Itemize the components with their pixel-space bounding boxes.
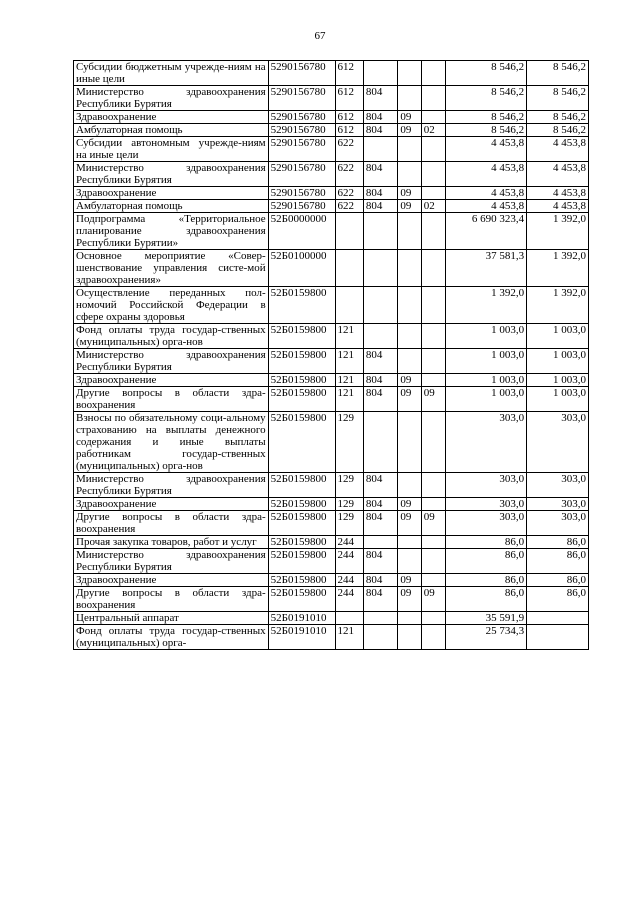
page-number: 67 <box>314 30 326 42</box>
ministry-code-cell <box>363 536 397 549</box>
expense-type-cell <box>335 287 363 324</box>
amount-2-cell <box>527 625 589 650</box>
amount-1-cell: 4 453,8 <box>446 187 527 200</box>
subsection-cell <box>421 498 445 511</box>
table-row <box>74 587 589 612</box>
expense-type-cell: 612 <box>335 86 363 111</box>
subsection-cell <box>421 625 445 650</box>
table-row <box>74 287 589 324</box>
amount-2-cell: 8 546,2 <box>527 124 589 137</box>
subsection-cell <box>421 349 445 374</box>
amount-2-cell: 1 392,0 <box>527 287 589 324</box>
table-row <box>74 625 589 650</box>
amount-2-cell: 303,0 <box>527 511 589 536</box>
expense-type-cell: 622 <box>335 162 363 187</box>
row-name-cell: Амбулаторная помощь <box>74 200 269 213</box>
target-article-cell: 5290156780 <box>268 86 335 111</box>
table-row <box>74 111 589 124</box>
target-article-cell: 52Б0159800 <box>268 574 335 587</box>
amount-1-cell: 1 003,0 <box>446 374 527 387</box>
ministry-code-cell: 804 <box>363 111 397 124</box>
amount-2-cell: 8 546,2 <box>527 86 589 111</box>
expense-type-cell: 121 <box>335 324 363 349</box>
section-cell <box>398 162 421 187</box>
section-cell <box>398 412 421 473</box>
ministry-code-cell: 804 <box>363 549 397 574</box>
amount-2-cell: 4 453,8 <box>527 162 589 187</box>
section-cell: 09 <box>398 574 421 587</box>
section-cell: 09 <box>398 200 421 213</box>
table-row <box>74 574 589 587</box>
subsection-cell: 09 <box>421 511 445 536</box>
target-article-cell: 5290156780 <box>268 111 335 124</box>
subsection-cell: 09 <box>421 387 445 412</box>
subsection-cell <box>421 86 445 111</box>
target-article-cell: 5290156780 <box>268 61 335 86</box>
table-row <box>74 549 589 574</box>
subsection-cell: 02 <box>421 124 445 137</box>
target-article-cell: 52Б0159800 <box>268 387 335 412</box>
amount-1-cell: 4 453,8 <box>446 162 527 187</box>
amount-1-cell: 1 003,0 <box>446 324 527 349</box>
section-cell <box>398 473 421 498</box>
ministry-code-cell <box>363 250 397 287</box>
row-name-cell: Здравоохранение <box>74 498 269 511</box>
amount-2-cell: 1 392,0 <box>527 213 589 250</box>
table-row <box>74 187 589 200</box>
section-cell <box>398 137 421 162</box>
ministry-code-cell <box>363 287 397 324</box>
target-article-cell: 52Б0191010 <box>268 612 335 625</box>
amount-1-cell: 37 581,3 <box>446 250 527 287</box>
row-name-cell: Министерство здравоохранения Республики Бурятия <box>74 86 269 111</box>
expense-type-cell <box>335 612 363 625</box>
table-row <box>74 86 589 111</box>
row-name-cell: Министерство здравоохранения Республики Бурятия <box>74 473 269 498</box>
amount-1-cell: 4 453,8 <box>446 137 527 162</box>
ministry-code-cell <box>363 412 397 473</box>
table-row <box>74 200 589 213</box>
amount-1-cell: 86,0 <box>446 536 527 549</box>
expense-type-cell: 129 <box>335 473 363 498</box>
target-article-cell: 52Б0159800 <box>268 412 335 473</box>
amount-2-cell: 8 546,2 <box>527 111 589 124</box>
row-name-cell: Здравоохранение <box>74 187 269 200</box>
ministry-code-cell: 804 <box>363 498 397 511</box>
amount-2-cell: 4 453,8 <box>527 200 589 213</box>
expense-type-cell: 129 <box>335 498 363 511</box>
expense-type-cell: 612 <box>335 61 363 86</box>
target-article-cell: 52Б0000000 <box>268 213 335 250</box>
ministry-code-cell: 804 <box>363 86 397 111</box>
section-cell: 09 <box>398 111 421 124</box>
amount-1-cell: 25 734,3 <box>446 625 527 650</box>
row-name-cell: Фонд оплаты труда государ-ственных (муниципальных) орга-нов <box>74 324 269 349</box>
amount-1-cell: 86,0 <box>446 549 527 574</box>
expense-type-cell <box>335 213 363 250</box>
target-article-cell: 52Б0159800 <box>268 549 335 574</box>
expense-type-cell: 612 <box>335 111 363 124</box>
amount-2-cell: 1 003,0 <box>527 324 589 349</box>
subsection-cell <box>421 250 445 287</box>
subsection-cell <box>421 162 445 187</box>
row-name-cell: Другие вопросы в области здра-воохранения <box>74 587 269 612</box>
amount-2-cell: 1 003,0 <box>527 349 589 374</box>
amount-1-cell: 86,0 <box>446 587 527 612</box>
target-article-cell: 52Б0159800 <box>268 536 335 549</box>
target-article-cell: 5290156780 <box>268 162 335 187</box>
target-article-cell: 5290156780 <box>268 187 335 200</box>
section-cell: 09 <box>398 511 421 536</box>
ministry-code-cell: 804 <box>363 162 397 187</box>
ministry-code-cell: 804 <box>363 124 397 137</box>
subsection-cell <box>421 574 445 587</box>
table-row <box>74 124 589 137</box>
amount-1-cell: 8 546,2 <box>446 86 527 111</box>
row-name-cell: Здравоохранение <box>74 111 269 124</box>
section-cell <box>398 61 421 86</box>
subsection-cell <box>421 111 445 124</box>
amount-2-cell: 8 546,2 <box>527 61 589 86</box>
expense-type-cell: 129 <box>335 412 363 473</box>
amount-1-cell: 1 003,0 <box>446 387 527 412</box>
amount-2-cell: 86,0 <box>527 587 589 612</box>
ministry-code-cell: 804 <box>363 511 397 536</box>
target-article-cell: 52Б0159800 <box>268 324 335 349</box>
table-row <box>74 412 589 473</box>
section-cell <box>398 549 421 574</box>
expense-type-cell <box>335 250 363 287</box>
amount-1-cell: 8 546,2 <box>446 124 527 137</box>
subsection-cell <box>421 61 445 86</box>
ministry-code-cell: 804 <box>363 574 397 587</box>
amount-1-cell: 1 003,0 <box>446 349 527 374</box>
ministry-code-cell: 804 <box>363 473 397 498</box>
table-row <box>74 213 589 250</box>
expense-type-cell: 244 <box>335 536 363 549</box>
section-cell <box>398 536 421 549</box>
table-row <box>74 162 589 187</box>
subsection-cell <box>421 213 445 250</box>
amount-2-cell: 86,0 <box>527 536 589 549</box>
ministry-code-cell: 804 <box>363 200 397 213</box>
amount-2-cell: 86,0 <box>527 574 589 587</box>
section-cell <box>398 287 421 324</box>
target-article-cell: 52Б0191010 <box>268 625 335 650</box>
section-cell <box>398 612 421 625</box>
amount-2-cell: 303,0 <box>527 412 589 473</box>
expense-type-cell: 121 <box>335 349 363 374</box>
target-article-cell: 52Б0159800 <box>268 287 335 324</box>
amount-1-cell: 303,0 <box>446 511 527 536</box>
target-article-cell: 52Б0100000 <box>268 250 335 287</box>
target-article-cell: 52Б0159800 <box>268 587 335 612</box>
table-row <box>74 498 589 511</box>
subsection-cell <box>421 374 445 387</box>
target-article-cell: 52Б0159800 <box>268 511 335 536</box>
target-article-cell: 5290156780 <box>268 137 335 162</box>
table-row <box>74 250 589 287</box>
ministry-code-cell: 804 <box>363 587 397 612</box>
amount-1-cell: 303,0 <box>446 498 527 511</box>
row-name-cell: Другие вопросы в области здра-воохранения <box>74 511 269 536</box>
table-row <box>74 61 589 86</box>
expense-type-cell: 622 <box>335 200 363 213</box>
ministry-code-cell: 804 <box>363 187 397 200</box>
table-row <box>74 473 589 498</box>
subsection-cell <box>421 324 445 349</box>
section-cell: 09 <box>398 498 421 511</box>
amount-2-cell: 303,0 <box>527 498 589 511</box>
amount-2-cell: 86,0 <box>527 549 589 574</box>
budget-table <box>73 60 589 650</box>
section-cell: 09 <box>398 124 421 137</box>
section-cell: 09 <box>398 187 421 200</box>
amount-1-cell: 1 392,0 <box>446 287 527 324</box>
amount-1-cell: 303,0 <box>446 473 527 498</box>
row-name-cell: Фонд оплаты труда государ-ственных (муниципальных) орга- <box>74 625 269 650</box>
table-row <box>74 387 589 412</box>
target-article-cell: 52Б0159800 <box>268 473 335 498</box>
amount-1-cell: 6 690 323,4 <box>446 213 527 250</box>
subsection-cell <box>421 549 445 574</box>
ministry-code-cell: 804 <box>363 387 397 412</box>
table-row <box>74 349 589 374</box>
expense-type-cell: 244 <box>335 549 363 574</box>
amount-2-cell: 4 453,8 <box>527 137 589 162</box>
table-row <box>74 137 589 162</box>
row-name-cell: Амбулаторная помощь <box>74 124 269 137</box>
row-name-cell: Взносы по обязательному соци-альному страхованию на выплаты денежного содержания и иные выплаты работникам государ-ственных (муниципальных) орга-нов <box>74 412 269 473</box>
row-name-cell: Субсидии бюджетным учрежде-ниям на иные цели <box>74 61 269 86</box>
expense-type-cell: 129 <box>335 511 363 536</box>
expense-type-cell: 244 <box>335 587 363 612</box>
ministry-code-cell: 804 <box>363 349 397 374</box>
row-name-cell: Министерство здравоохранения Республики Бурятия <box>74 162 269 187</box>
section-cell: 09 <box>398 587 421 612</box>
ministry-code-cell <box>363 625 397 650</box>
row-name-cell: Здравоохранение <box>74 374 269 387</box>
row-name-cell: Субсидии автономным учрежде-ниям на иные цели <box>74 137 269 162</box>
section-cell <box>398 213 421 250</box>
subsection-cell <box>421 137 445 162</box>
ministry-code-cell: 804 <box>363 374 397 387</box>
amount-2-cell: 303,0 <box>527 473 589 498</box>
ministry-code-cell <box>363 213 397 250</box>
expense-type-cell: 244 <box>335 574 363 587</box>
section-cell <box>398 250 421 287</box>
section-cell <box>398 625 421 650</box>
amount-2-cell: 1 003,0 <box>527 374 589 387</box>
section-cell <box>398 349 421 374</box>
amount-2-cell: 1 392,0 <box>527 250 589 287</box>
table-row <box>74 511 589 536</box>
target-article-cell: 5290156780 <box>268 200 335 213</box>
section-cell <box>398 86 421 111</box>
expense-type-cell: 121 <box>335 387 363 412</box>
target-article-cell: 52Б0159800 <box>268 349 335 374</box>
table-row <box>74 374 589 387</box>
row-name-cell: Прочая закупка товаров, работ и услуг <box>74 536 269 549</box>
expense-type-cell: 121 <box>335 374 363 387</box>
row-name-cell: Министерство здравоохранения Республики Бурятия <box>74 349 269 374</box>
subsection-cell <box>421 287 445 324</box>
table-row <box>74 536 589 549</box>
row-name-cell: Здравоохранение <box>74 574 269 587</box>
subsection-cell <box>421 412 445 473</box>
section-cell: 09 <box>398 374 421 387</box>
amount-1-cell: 35 591,9 <box>446 612 527 625</box>
subsection-cell <box>421 187 445 200</box>
target-article-cell: 52Б0159800 <box>268 498 335 511</box>
ministry-code-cell <box>363 137 397 162</box>
table-row <box>74 612 589 625</box>
amount-1-cell: 4 453,8 <box>446 200 527 213</box>
row-name-cell: Министерство здравоохранения Республики Бурятия <box>74 549 269 574</box>
subsection-cell <box>421 536 445 549</box>
amount-1-cell: 303,0 <box>446 412 527 473</box>
amount-1-cell: 8 546,2 <box>446 111 527 124</box>
amount-1-cell: 8 546,2 <box>446 61 527 86</box>
expense-type-cell: 612 <box>335 124 363 137</box>
amount-2-cell: 4 453,8 <box>527 187 589 200</box>
target-article-cell: 52Б0159800 <box>268 374 335 387</box>
row-name-cell: Другие вопросы в области здра-воохранения <box>74 387 269 412</box>
amount-2-cell <box>527 612 589 625</box>
row-name-cell: Подпрограмма «Территориальное планирование здравоохранения Республики Бурятии» <box>74 213 269 250</box>
target-article-cell: 5290156780 <box>268 124 335 137</box>
expense-type-cell: 622 <box>335 137 363 162</box>
row-name-cell: Осуществление переданных пол-номочий Российской Федерации в сфере охраны здоровья <box>74 287 269 324</box>
budget-table-body <box>74 61 589 650</box>
ministry-code-cell <box>363 61 397 86</box>
expense-type-cell: 121 <box>335 625 363 650</box>
amount-1-cell: 86,0 <box>446 574 527 587</box>
amount-2-cell: 1 003,0 <box>527 387 589 412</box>
subsection-cell: 02 <box>421 200 445 213</box>
expense-type-cell: 622 <box>335 187 363 200</box>
section-cell: 09 <box>398 387 421 412</box>
ministry-code-cell <box>363 612 397 625</box>
row-name-cell: Центральный аппарат <box>74 612 269 625</box>
subsection-cell <box>421 473 445 498</box>
ministry-code-cell <box>363 324 397 349</box>
subsection-cell <box>421 612 445 625</box>
row-name-cell: Основное мероприятие «Совер-шенствование управления систе-мой здравоохранения» <box>74 250 269 287</box>
section-cell <box>398 324 421 349</box>
subsection-cell: 09 <box>421 587 445 612</box>
table-row <box>74 324 589 349</box>
